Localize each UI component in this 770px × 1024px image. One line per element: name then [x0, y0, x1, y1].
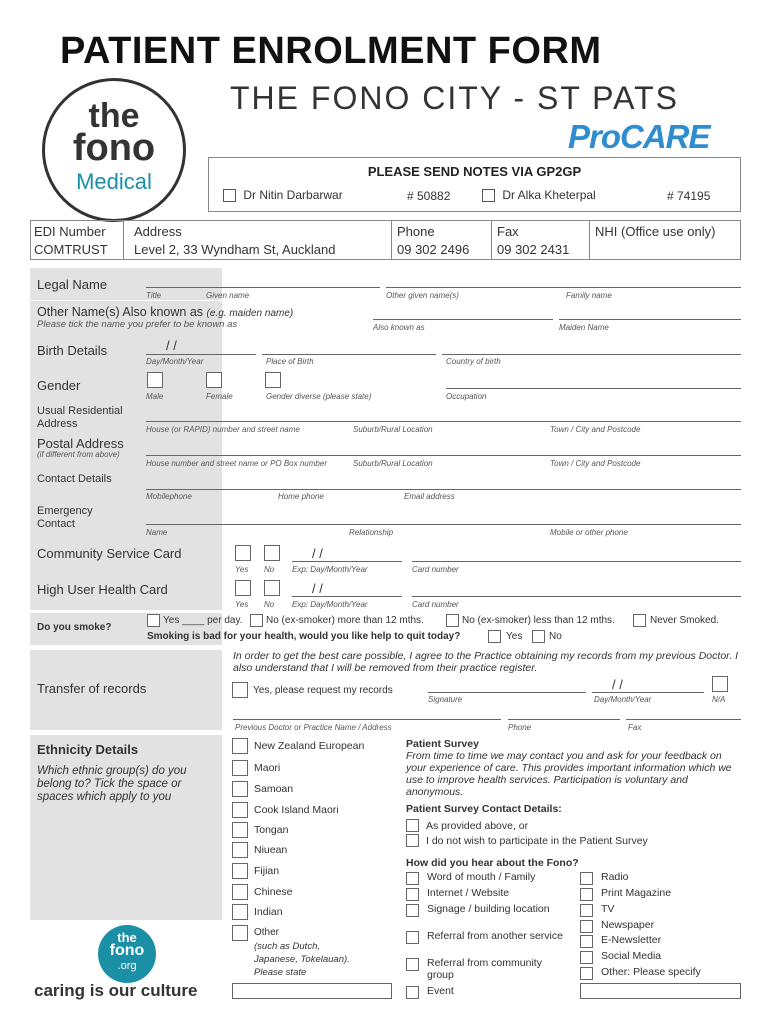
- hear-other-input[interactable]: [580, 983, 741, 999]
- quit-yes-checkbox[interactable]: [488, 630, 501, 643]
- gender-diverse-checkbox[interactable]: [265, 372, 281, 388]
- smoke-label: Do you smoke?: [37, 622, 112, 633]
- ethnicity-option-label: Maori: [254, 762, 281, 774]
- fono-medical-logo: the fono Medical: [42, 78, 186, 222]
- family-name-line[interactable]: [386, 287, 741, 288]
- legal-name-line[interactable]: [146, 287, 380, 288]
- hear-checkbox[interactable]: [406, 958, 419, 971]
- practice-info-table: [30, 220, 741, 260]
- previous-fax-line[interactable]: [626, 719, 741, 720]
- huhc-no-checkbox[interactable]: [264, 580, 280, 596]
- smoke-ex-less-checkbox[interactable]: [446, 614, 459, 627]
- ethnicity-checkbox[interactable]: [232, 863, 248, 879]
- gender-female-checkbox[interactable]: [206, 372, 222, 388]
- previous-phone-line[interactable]: [508, 719, 620, 720]
- ethnicity-option-label: Tongan: [254, 824, 289, 836]
- edi-label: EDI Number: [34, 224, 106, 239]
- hear-checkbox[interactable]: [580, 904, 593, 917]
- gender-label: Gender: [37, 378, 81, 393]
- hear-option-label: Radio: [601, 871, 629, 883]
- hear-option-label: Signage / building location: [427, 903, 550, 915]
- hear-checkbox[interactable]: [406, 986, 419, 999]
- doctor2-name: Dr Alka Kheterpal: [502, 188, 596, 202]
- address-value: Level 2, 33 Wyndham St, Auckland: [134, 242, 336, 257]
- transfer-na-checkbox[interactable]: [712, 676, 728, 692]
- ethnicity-option-label: Samoan: [254, 783, 294, 795]
- hear-checkbox[interactable]: [406, 888, 419, 901]
- ethnicity-option-label: Fijian: [254, 865, 280, 877]
- ethnicity-checkbox[interactable]: [232, 760, 248, 776]
- postal-address-label: Postal Address: [37, 436, 124, 451]
- hear-option-label: Event: [427, 985, 454, 997]
- high-user-health-card-label: High User Health Card: [37, 582, 168, 597]
- survey-title: Patient Survey: [406, 738, 479, 750]
- gender-male-checkbox[interactable]: [147, 372, 163, 388]
- hear-option-label: Other: Please specify: [601, 966, 701, 978]
- contact-line[interactable]: [146, 489, 741, 490]
- hear-option-label: TV: [601, 903, 615, 915]
- hear-checkbox[interactable]: [580, 920, 593, 933]
- fono-org-logo: the fono .org: [98, 925, 156, 983]
- edi-value: COMTRUST: [34, 242, 108, 257]
- survey-as-provided-checkbox[interactable]: [406, 819, 419, 832]
- phone-label: Phone: [397, 224, 435, 239]
- fax-value: 09 302 2431: [497, 242, 570, 257]
- hear-option-label: Social Media: [601, 950, 662, 962]
- hear-option-label: Referral from community group: [427, 957, 542, 981]
- previous-doctor-line[interactable]: [233, 719, 501, 720]
- hear-option-label: Word of mouth / Family: [427, 871, 536, 883]
- survey-text: From time to time we may contact you and ask for your feedback on your experience of care. This provides important information which we use to improve health services. Participation is voluntary and anonymous.: [406, 750, 732, 798]
- nhi-label: NHI (Office use only): [595, 224, 716, 239]
- ethnicity-label: Ethnicity Details: [37, 742, 139, 757]
- other-names-label: Other Name(s) Also known as: [37, 305, 204, 319]
- residential-line[interactable]: [146, 421, 741, 422]
- huhc-number-line[interactable]: [412, 596, 741, 597]
- form-title: PATIENT ENROLMENT FORM: [60, 30, 602, 72]
- maiden-line[interactable]: [559, 319, 741, 320]
- emergency-contact-label: Emergency Contact: [37, 505, 93, 530]
- ethnicity-checkbox[interactable]: [232, 802, 248, 818]
- hear-checkbox[interactable]: [580, 935, 593, 948]
- tagline: caring is our culture: [34, 981, 198, 1000]
- doctor2-number: # 74195: [667, 189, 711, 203]
- hear-option-label: Newspaper: [601, 919, 655, 931]
- ethnicity-option-label: Cook Island Maori: [254, 804, 339, 816]
- birth-country-line[interactable]: [442, 354, 741, 355]
- dob-line[interactable]: [146, 354, 256, 355]
- smoke-yes-checkbox[interactable]: [147, 614, 160, 627]
- doctor1-checkbox[interactable]: [223, 189, 236, 202]
- ethnicity-other-input[interactable]: [232, 983, 392, 999]
- quit-no-checkbox[interactable]: [532, 630, 545, 643]
- hear-option-label: E-Newsletter: [601, 934, 662, 946]
- emergency-line[interactable]: [146, 524, 741, 525]
- doctor1-number: # 50882: [407, 189, 451, 203]
- postal-line[interactable]: [146, 455, 741, 456]
- ethnicity-option-label: Chinese: [254, 886, 293, 898]
- quit-question: Smoking is bad for your health, would you like help to quit today?: [147, 631, 461, 642]
- hear-checkbox[interactable]: [580, 967, 593, 980]
- csc-number-line[interactable]: [412, 561, 741, 562]
- csc-yes-checkbox[interactable]: [235, 545, 251, 561]
- gp2gp-box: [208, 157, 741, 212]
- transfer-intro: In order to get the best care possible, I agree to the Practice obtaining my records from my previous Doctor. I also understand that I will be removed from their practice register.: [233, 650, 739, 674]
- hear-checkbox[interactable]: [580, 872, 593, 885]
- phone-value: 09 302 2496: [397, 242, 470, 257]
- practice-name: THE FONO CITY - ST PATS: [230, 80, 679, 116]
- address-label: Address: [134, 224, 182, 239]
- gp2gp-header: PLEASE SEND NOTES VIA GP2GP: [367, 164, 582, 179]
- ethnicity-option-label: Indian: [254, 906, 283, 918]
- request-records-checkbox[interactable]: [232, 682, 248, 698]
- ethnicity-option-label: Niuean: [254, 844, 288, 856]
- smoke-never-checkbox[interactable]: [633, 614, 646, 627]
- hear-checkbox[interactable]: [580, 888, 593, 901]
- hear-option-label: Print Magazine: [601, 887, 672, 899]
- ethnicity-checkbox[interactable]: [232, 822, 248, 838]
- occupation-line[interactable]: [446, 388, 741, 389]
- hear-checkbox[interactable]: [406, 931, 419, 944]
- procare-logo: ProCARE: [568, 118, 710, 155]
- ethnicity-checkbox[interactable]: [232, 842, 248, 858]
- ethnicity-checkbox[interactable]: [232, 884, 248, 900]
- signature-line[interactable]: [428, 692, 586, 693]
- ethnicity-checkbox[interactable]: [232, 781, 248, 797]
- ethnicity-checkbox[interactable]: [232, 904, 248, 920]
- transfer-date-line[interactable]: [592, 692, 704, 693]
- birthplace-line[interactable]: [262, 354, 436, 355]
- community-service-card-label: Community Service Card: [37, 546, 182, 561]
- hear-checkbox[interactable]: [406, 872, 419, 885]
- legal-name-label: Legal Name: [37, 277, 108, 292]
- csc-no-checkbox[interactable]: [264, 545, 280, 561]
- hear-checkbox[interactable]: [406, 904, 419, 917]
- ethnicity-option-label: New Zealand European: [254, 740, 365, 752]
- huhc-expiry-line[interactable]: [292, 596, 402, 597]
- ethnicity-other-checkbox[interactable]: [232, 925, 248, 941]
- doctor1-name: Dr Nitin Darbarwar: [243, 188, 343, 202]
- csc-expiry-line[interactable]: [292, 561, 402, 562]
- huhc-yes-checkbox[interactable]: [235, 580, 251, 596]
- contact-details-label: Contact Details: [37, 473, 112, 485]
- ethnicity-checkbox[interactable]: [232, 738, 248, 754]
- smoke-ex-more-checkbox[interactable]: [250, 614, 263, 627]
- aka-line[interactable]: [373, 319, 553, 320]
- transfer-records-label: Transfer of records: [37, 681, 147, 696]
- hear-checkbox[interactable]: [580, 951, 593, 964]
- fax-label: Fax: [497, 224, 519, 239]
- ethnicity-question: Which ethnic group(s) do you belong to? Tick the space or spaces which apply to you: [37, 765, 187, 803]
- hear-option-label: Referral from another service: [427, 930, 563, 942]
- hear-option-label: Internet / Website: [427, 887, 510, 899]
- residential-address-label: Usual Residential Address: [37, 405, 123, 430]
- survey-opt-out-checkbox[interactable]: [406, 834, 419, 847]
- birth-details-label: Birth Details: [37, 343, 108, 358]
- doctor2-checkbox[interactable]: [482, 189, 495, 202]
